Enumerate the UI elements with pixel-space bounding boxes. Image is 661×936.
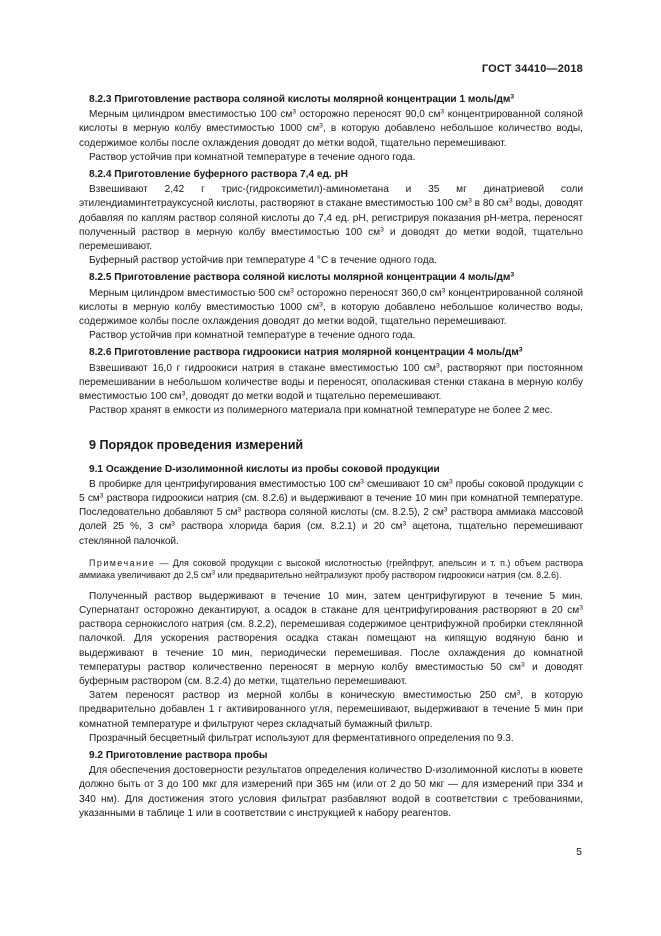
note-label: Примечание <box>89 557 156 568</box>
page-content <box>79 90 583 821</box>
section-8-2-3-paragraph-1: Мерным цилиндром вместимостью 100 $см^3$ осторожно переносят 90,0 $см^3$ концентрированной соляной кислоты в мерную колбу вместимостью 1000 $см^3$, в которую добавлено небольшое количество воды, содержимое колбы после охлаждения доводят до метки водой, тщательно перемешивают. <box>79 108 583 149</box>
section-8-2-5-heading: 8.2.5 Приготовление раствора соляной кислоты молярной концентрации 4 моль/$дм^3$ <box>89 271 515 284</box>
section-8-2-6-paragraph-2: Раствор хранят в емкости из полимерного материала при комнатной температуре не более 2 мес. <box>89 405 553 417</box>
section-9-1-paragraph-2: Полученный раствор выдерживают в течение 10 мин, затем центрифугируют в течение 5 мин. Супернатант осторожно декантируют, а осадок в стакане для центрифугирования растворяют в 20 $см^3$ раствора сернокислого натрия (см. 8.2.2), перемешивая содержимое центрифужной пробирки стеклянной палочкой. Для ускорения растворения осадка стакан помещают на кипящую водяную баню и выдерживают в течение 10 мин, периодически перемешивая. После охлаждения до комнатной температуры раствор количественно переносят в мерную колбу вместимостью 50 $см^3$ и доводят буферным раствором (см. 8.2.4) до метки, тщательно перемешивают. <box>79 590 584 687</box>
section-8-2-4-heading: 8.2.4 Приготовление буферного раствора 7,4 ед. pH <box>89 169 348 181</box>
section-8-2-6-paragraph-1: Взвешивают 16,0 г гидроокиси натрия в стакане вместимостью 100 $см^3$, растворяют при постоянном перемешивании в небольшом количестве воды и переносят, ополаскивая стенки стакана в мерную колбу вместимостью 100 $см^3$, доводят до метки водой и тщательно перемешивают. <box>79 362 583 403</box>
section-8-2-3-heading: 8.2.3 Приготовление раствора соляной кислоты молярной концентрации 1 моль/$дм^3$ <box>89 93 515 105</box>
section-8-2-4-paragraph-1: Взвешивают 2,42 г трис-(гидроксиметил)-аминометана и 35 мг динатриевой соли этилендиаминтетрауксусной кислоты, растворяют в стакане вместимостью 100 $см^3$ в 80 $см^3$ воды, доводят добавляя по каплям раствор соляной кислоты до 7,4 ед. pH, регистрируя показания pH-метра, переносят полученный раствор в мерную колбу вместимостью 100 $см^3$ и доводят до метки водой, тщательно перемешивают. <box>79 184 583 253</box>
section-9-2-paragraph-1: Для обеспечения достоверности результатов определения количество D-изолимонной кислоты в кювете должно быть от 3 до 100 мкг для измерений при 365 нм (или от 2 до 50 мкг — для измерений при 334 и 340 нм). Для достижения этого условия фильтрат разбавляют водой в соответствии с требованиями, указанными в таблице 1 или в соответствии с инструкцией к набору реагентов. <box>79 765 583 819</box>
section-8-2-5-paragraph-2: Раствор устойчив при комнатной температуре в течение одного года. <box>89 330 416 342</box>
section-9-2-heading: 9.2 Приготовление раствора пробы <box>89 749 268 761</box>
section-9-1-note: Примечание — Для соковой продукции с высокой кислотностью (грейпфрут, апельсин и т. п.) объем раствора аммиака увеличивают до 2,5 $см^3$ или предварительно нейтрализуют пробу раствором гидроокиси натрия (см. 8.2.6). <box>79 557 583 581</box>
section-9-heading: 9 Порядок проведения измерений <box>89 438 304 453</box>
section-8-2-4-paragraph-2: Буферный раствор устойчив при температуре 4 °С в течение одного года. <box>89 255 438 267</box>
page-number: 5 <box>576 846 582 858</box>
section-9-1-paragraph-1: В пробирке для центрифугирования вместимостью 100 $см^3$ смешивают 10 $см^3$ пробы соковой продукции с 5 $см^3$ раствора гидроокиси натрия (см. 8.2.6) и выдерживают в течение 10 мин при комнатной температуре. Последовательно добавляют 5 $см^3$ раствора соляной кислоты (см. 8.2.5), 2 $см^3$ раствора аммиака массовой долей 25 %, 3 $см^3$ раствора хлорида бария (см. 8.2.1) и 20 $см^3$ ацетона, тщательно перемешивают стеклянной палочкой. <box>79 478 583 547</box>
section-8-2-6-heading: 8.2.6 Приготовление раствора гидроокиси натрия молярной концентрации 4 моль/$дм^3$ <box>89 346 523 359</box>
section-8-2-5-paragraph-1: Мерным цилиндром вместимостью 500 $см^3$ осторожно переносят 360,0 $см^3$ концентрированной соляной кислоты в мерную колбу вместимостью 1000 $см^3$, в которую добавлено небольшое количество воды, содержимое колбы после охлаждения доводят до метки водой, тщательно перемешивают. <box>79 287 584 328</box>
section-9-1-paragraph-3: Затем переносят раствор из мерной колбы в коническую вместимостью 250 $см^3$, в которую предварительно добавлен 1 г активированного угля, перемешивают, выдерживают в течение 5 мин при комнатной температуре и фильтруют через складчатый бумажный фильтр. <box>79 689 584 730</box>
section-9-1-heading: 9.1 Осаждение D-изолимонной кислоты из пробы соковой продукции <box>89 463 440 475</box>
section-9-1-paragraph-4: Прозрачный бесцветный фильтрат используют для ферментативного определения по 9.3. <box>89 732 514 744</box>
running-header-standard-id: ГОСТ 34410—2018 <box>481 63 583 75</box>
section-8-2-3-paragraph-2: Раствор устойчив при комнатной температуре в течение одного года. <box>89 151 416 163</box>
